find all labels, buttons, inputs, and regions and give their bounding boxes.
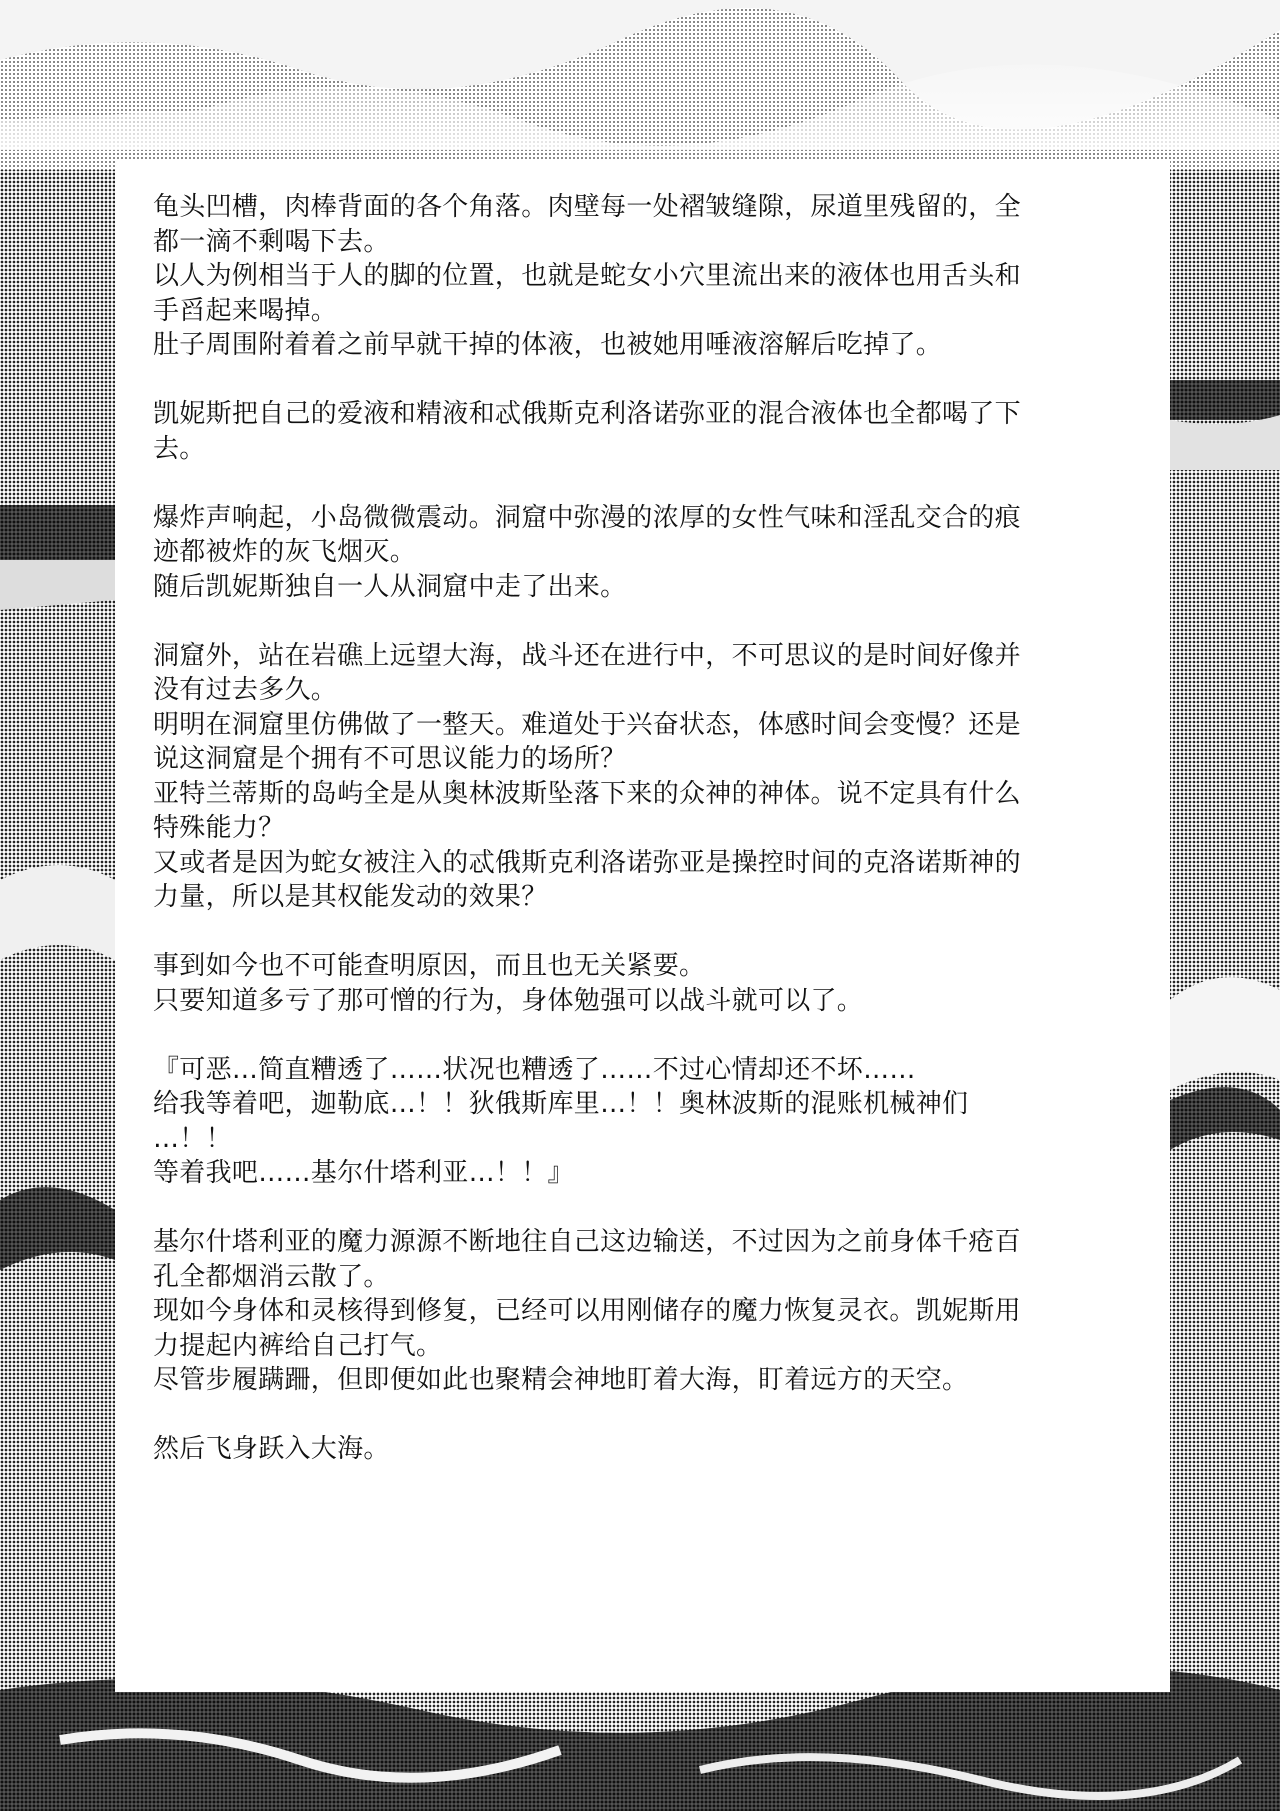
- text-line: 力提起内裤给自己打气。: [153, 1330, 443, 1361]
- paragraph-8: [153, 1432, 1142, 1467]
- text-line: 洞窟外，站在岩礁上远望大海，战斗还在进行中，不可思议的是时间好像并: [153, 640, 1021, 671]
- text-line: 又或者是因为蛇女被注入的忒俄斯克利洛诺弥亚是操控时间的克洛诺斯神的: [153, 847, 1021, 878]
- paragraph-5: [153, 949, 1142, 1018]
- text-line: 没有过去多久。: [153, 675, 338, 705]
- text-line: 爆炸声响起，小岛微微震动。洞窟中弥漫的浓厚的女性气味和淫乱交合的痕: [153, 502, 1021, 533]
- text-panel: [115, 160, 1170, 1692]
- paragraph-1: [153, 190, 1142, 363]
- paragraph-7: [153, 1225, 1142, 1398]
- text-line: 给我等着吧，迦勒底…！！狄俄斯库里…！！奥林波斯的混账机械神们: [153, 1089, 969, 1119]
- text-line: 尽管步履蹒跚，但即便如此也聚精会神地盯着大海，盯着远方的天空。: [153, 1365, 969, 1395]
- paragraph-3: [153, 501, 1142, 605]
- text-line: 肚子周围附着着之前早就干掉的体液，也被她用唾液溶解后吃掉了。: [153, 330, 943, 360]
- text-line: 亚特兰蒂斯的岛屿全是从奥林波斯坠落下来的众神的神体。说不定具有什么: [153, 778, 1021, 809]
- text-line: 龟头凹槽，肉棒背面的各个角落。肉壁每一处褶皱缝隙，尿道里残留的，全: [153, 192, 1021, 222]
- text-line: 基尔什塔利亚的魔力源源不断地往自己这边输送，不过因为之前身体千疮百: [153, 1227, 1021, 1257]
- story-text: [153, 190, 1142, 1467]
- paragraph-2: [153, 397, 1142, 466]
- text-line: 孔全都烟消云散了。: [153, 1261, 390, 1292]
- text-line: 说这洞窟是个拥有不可思议能力的场所？: [153, 744, 627, 774]
- paragraph-4: [153, 639, 1142, 915]
- text-line: …！！: [153, 1123, 232, 1154]
- text-line: 迹都被炸的灰飞烟灭。: [153, 537, 417, 567]
- text-line: 特殊能力？: [153, 813, 285, 843]
- text-line: 『可恶…简直糟透了……状况也糟透了……不过心情却还不坏……: [153, 1054, 916, 1085]
- text-line: 去。: [153, 433, 206, 464]
- text-line: 凯妮斯把自己的爱液和精液和忒俄斯克利洛诺弥亚的混合液体也全都喝了下: [153, 399, 1021, 429]
- text-line: 事到如今也不可能查明原因，而且也无关紧要。: [153, 951, 706, 981]
- text-line: 只要知道多亏了那可憎的行为，身体勉强可以战斗就可以了。: [153, 985, 864, 1016]
- text-line: 都一滴不剩喝下去。: [153, 226, 390, 257]
- dialogue-paragraph: [153, 1053, 1142, 1191]
- text-line: 等着我吧……基尔什塔利亚…！！』: [153, 1158, 574, 1188]
- text-line: 手舀起来喝掉。: [153, 295, 338, 326]
- text-line: 随后凯妮斯独自一人从洞窟中走了出来。: [153, 571, 627, 602]
- text-line: 现如今身体和灵核得到修复，已经可以用刚储存的魔力恢复灵衣。凯妮斯用: [153, 1296, 1021, 1326]
- text-line: 然后飞身跃入大海。: [153, 1434, 390, 1464]
- text-line: 力量，所以是其权能发动的效果？: [153, 882, 548, 912]
- text-line: 明明在洞窟里仿佛做了一整天。难道处于兴奋状态，体感时间会变慢？还是: [153, 709, 1021, 740]
- text-line: 以人为例相当于人的脚的位置，也就是蛇女小穴里流出来的液体也用舌头和: [153, 261, 1021, 291]
